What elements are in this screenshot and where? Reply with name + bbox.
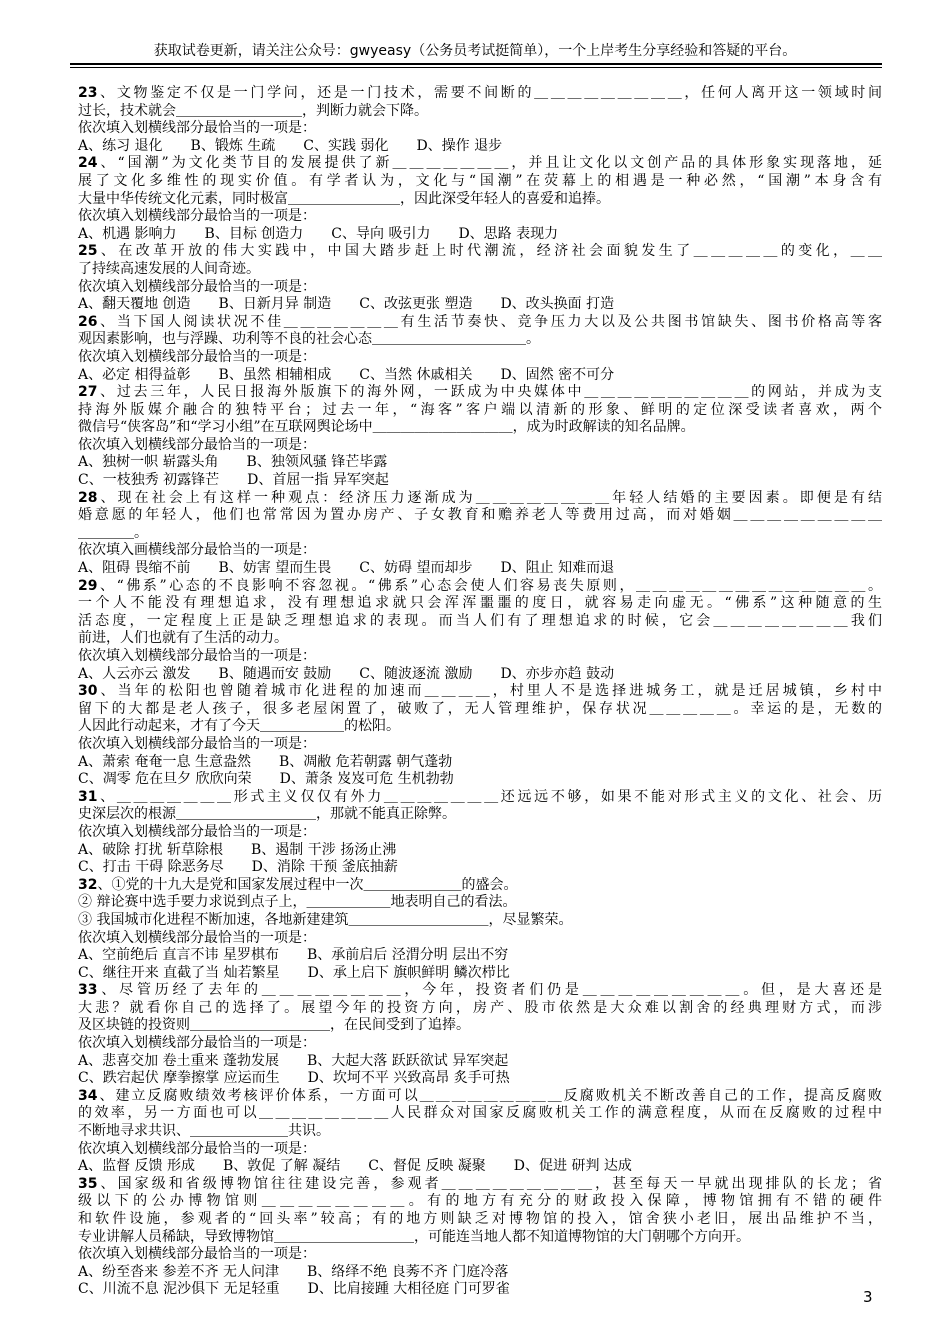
line-text: 的效率，另一方面也可以＿＿＿＿＿＿＿＿人民群众对国家反腐败机关工作的满意程度，从而在反腐败的过程中: [78, 1105, 882, 1122]
text-line: [78, 542, 882, 560]
text-line: [78, 331, 882, 349]
line-text: 和软件设施，参观者的“回头率”较高；有的地方则缺乏对博物馆的投入，馆舍狭小老旧，展出品维护不当，: [78, 1211, 882, 1227]
line-text: 依次填入划横线部分最恰当的一项是：: [78, 823, 316, 840]
line-text: 依次填入划横线部分最恰当的一项是：: [78, 278, 316, 295]
line-text: 、在改革开放的伟大实践中，中国大踏步赶上时代潮流，经济社会面貌发生了＿＿＿＿＿的变化，＿＿: [97, 243, 882, 260]
text-line: [78, 191, 882, 209]
line-text: 依次填入划横线部分最恰当的一项是：: [78, 436, 316, 453]
text-line: [78, 1211, 882, 1229]
text-line: [78, 718, 882, 736]
text-line: [78, 173, 882, 191]
page-header: 获取试卷更新，请关注公众号：gwyeasy（公务员考试挺简单），一个上岸考生分享经验和答疑的平台。: [153, 43, 797, 59]
question-number: 34: [78, 1087, 98, 1104]
question-26-line: [78, 314, 882, 332]
line-text: 依次填入划横线部分最恰当的一项是：: [78, 208, 316, 225]
line-text: A、悲喜交加 卷土重来 蓬勃发展 B、大起大落 跃跃欲试 异军突起: [78, 1052, 509, 1069]
text-line: [78, 138, 882, 156]
question-number: 33: [78, 982, 98, 999]
line-text: A、必定 相得益彰 B、虽然 相辅相成 C、当然 休戚相关 D、固然 密不可分: [78, 366, 615, 383]
line-text: 、过去三年，人民日报海外版旗下的海外网，一跃成为中央媒体中＿＿＿＿＿＿＿＿＿＿的网站，并成为支: [97, 384, 882, 401]
question-31-line: [78, 789, 882, 807]
text-line: [78, 1070, 882, 1088]
line-text: A、人云亦云 激发 B、随遇而安 鼓励 C、随波逐流 激励 D、亦步亦趋 鼓动: [78, 665, 615, 682]
line-text: 、①党的十九大是党和国家发展过程中一次＿＿＿＿＿＿＿的盛会。: [97, 876, 518, 893]
line-text: 、当下国人阅读状况不佳＿＿＿＿＿＿＿有生活节奏快、竞争压力大以及公共图书馆缺失、图书价格高等客: [97, 313, 882, 330]
text-line: [78, 226, 882, 244]
text-line: [78, 279, 882, 297]
text-line: [78, 525, 882, 543]
text-line: [78, 1017, 882, 1035]
question-number: 31: [78, 788, 98, 805]
line-text: 史深层次的根源＿＿＿＿＿＿＿＿＿＿，那就不能真正除弊。: [78, 806, 456, 823]
line-text: 不断地寻求共识、＿＿＿＿＿＿＿共识。: [78, 1123, 330, 1140]
line-text: 及区块链的投资则＿＿＿＿＿＿＿＿＿＿，在民间受到了追捧。: [78, 1017, 470, 1034]
text-line: [78, 454, 882, 472]
line-text: 、“佛系”心态的不良影响不容忽视。“佛系”心态会使人们容易丧失原则，＿＿＿＿＿＿＿＿＿＿＿＿＿＿。: [97, 577, 882, 594]
text-line: [78, 1035, 882, 1053]
text-line: [78, 1264, 882, 1282]
line-text: 依次填入划横线部分最恰当的一项是：: [78, 1035, 316, 1052]
question-number: 26: [78, 313, 98, 330]
line-text: C、跌宕起伏 摩拳擦掌 应运而生 D、坎坷不平 兴致高昂 炙手可热: [78, 1070, 510, 1087]
text-line: [78, 842, 882, 860]
question-35-line: [78, 1176, 882, 1194]
line-text: 一个人不能没有理想追求，没有理想追求就只会浑浑噩噩的度日，就容易走向虚无。“佛系”这种随意的生: [78, 595, 882, 612]
line-text: 、“国潮”为文化类节目的发展提供了新＿＿＿＿＿＿＿，并且让文化以文创产品的具体形象实现落地，延: [97, 155, 882, 172]
text-line: [78, 595, 882, 613]
text-line: [78, 507, 882, 525]
question-34-line: [78, 1088, 882, 1106]
text-line: [78, 402, 882, 420]
question-23-line: [78, 85, 882, 103]
text-line: [78, 1158, 882, 1176]
text-line: [78, 771, 882, 789]
line-text: C、打击 干碍 除恶务尽 D、消除 干预 釜底抽薪: [78, 859, 398, 876]
text-line: [78, 736, 882, 754]
line-text: A、机遇 影响力 B、目标 创造力 C、导向 吸引力 D、思路 表现力: [78, 225, 559, 242]
text-line: [78, 349, 882, 367]
question-number: 35: [78, 1175, 98, 1192]
header-divider-thin: [70, 67, 882, 68]
line-text: 依次填入划横线部分最恰当的一项是：: [78, 1246, 316, 1263]
text-line: [78, 437, 882, 455]
line-text: 前进，人们也就有了生活的动力。: [78, 630, 288, 647]
text-line: [78, 367, 882, 385]
question-number: 28: [78, 489, 98, 506]
line-text: 级以下的公办博物馆则＿＿＿＿＿＿＿＿。有的地方有充分的财政投入保障，博物馆拥有不错的硬件: [78, 1193, 882, 1210]
text-line: [78, 261, 882, 279]
text-line: [78, 1281, 882, 1299]
text-line: [78, 930, 882, 948]
question-number: 23: [78, 85, 98, 101]
line-text: 微信号“侠客岛”和“学习小组”在互联网舆论场中＿＿＿＿＿＿＿＿＿＿，成为时政解读的知名品牌。: [78, 419, 695, 436]
line-text: 、当年的松阳也曾随着城市化进程的加速而＿＿＿＿，村里人不是选择进城务工，就是迁居城镇，乡村中: [97, 683, 882, 700]
line-text: 大量中华传统文化元素，同时极富＿＿＿＿＿＿＿＿，因此深受年轻人的喜爱和追捧。: [78, 190, 610, 207]
line-text: A、翻天覆地 创造 B、日新月异 制造 C、改弦更张 塑造 D、改头换面 打造: [78, 296, 615, 313]
line-text: 依次填入划横线部分最恰当的一项是：: [78, 348, 316, 365]
line-text: C、继往开来 直截了当 灿若繁星 D、承上启下 旗帜鲜明 鳞次栉比: [78, 964, 510, 981]
text-line: [78, 1053, 882, 1071]
text-line: [78, 894, 882, 912]
line-text: 、建立反腐败绩效考核评价体系，一方面可以＿＿＿＿＿＿＿＿＿反腐败机关不断改善自己的工作，提高反腐败: [97, 1087, 882, 1104]
line-text: 依次填入划横线部分最恰当的一项是：: [78, 120, 316, 137]
line-text: 婚意愿的年轻人，他们也常常因为置办房产、子女教育和赡养老人等费用过高，而对婚姻＿＿＿＿＿＿＿＿＿: [78, 507, 882, 524]
line-text: 展了文化多维性的现实价值。有学者认为，文化与“国潮”在荧幕上的相遇是一种必然，“国潮”本身含有: [78, 172, 882, 189]
line-text: 过长，技术就会＿＿＿＿＿＿＿＿＿，判断力就会下降。: [78, 102, 428, 119]
text-line: [78, 1229, 882, 1247]
text-line: [78, 701, 882, 719]
line-text: 大悲？就看你自己的选择了。展望今年的投资方向，房产、股市依然是大众难以割舍的经典理财方式，而涉: [78, 999, 882, 1016]
text-line: [78, 560, 882, 578]
line-text: A、练习 退化 B、锻炼 生疏 C、实践 弱化 D、操作 退步: [78, 137, 503, 154]
question-number: 27: [78, 384, 98, 401]
line-text: A、纷至沓来 参差不齐 无人问津 B、络绎不绝 良莠不齐 门庭冷落: [78, 1263, 509, 1280]
line-text: A、空前绝后 直言不讳 星罗棋布 B、承前启后 泾渭分明 层出不穷: [78, 947, 509, 964]
text-line: [78, 296, 882, 314]
question-number: 25: [78, 243, 98, 260]
text-line: [78, 103, 882, 121]
question-33-line: [78, 982, 882, 1000]
text-line: [78, 965, 882, 983]
text-line: [78, 1141, 882, 1159]
line-text: ＿＿＿＿。: [78, 524, 148, 541]
text-line: [78, 630, 882, 648]
line-text: 依次填入画横线部分最恰当的一项是：: [78, 542, 316, 559]
line-text: 观因素影响，也与浮躁、功利等不良的社会心态＿＿＿＿＿＿＿＿＿＿＿。: [78, 331, 540, 348]
question-number: 29: [78, 577, 98, 594]
header-divider-thick: [70, 63, 882, 65]
line-text: 依次填入划横线部分最恰当的一项是：: [78, 735, 316, 752]
text-line: [78, 1105, 882, 1123]
text-line: [78, 208, 882, 226]
line-text: ② 辩论赛中选手要力求说到点子上，＿＿＿＿＿＿地表明自己的看法。: [78, 894, 517, 911]
line-text: C、川流不息 泥沙俱下 无足轻重 D、比肩接踵 大相径庭 门可罗雀: [78, 1281, 510, 1298]
text-line: [78, 472, 882, 490]
text-line: [78, 824, 882, 842]
line-text: 持海外版媒介融合的独特平台；过去一年，“海客”客户端以清新的形象、鲜明的定位深受读者喜欢，两个: [78, 401, 882, 418]
line-text: C、一枝独秀 初露锋芒 D、首屈一指 异军突起: [78, 472, 389, 489]
page-number: 3: [863, 1288, 873, 1306]
line-text: A、阻碍 畏缩不前 B、妨害 望而生畏 C、妨碍 望而却步 D、阻止 知难而退: [78, 560, 615, 577]
text-line: [78, 648, 882, 666]
text-line: [78, 120, 882, 138]
question-27-line: [78, 384, 882, 402]
line-text: 人因此行动起来，才有了今天＿＿＿＿＿＿的松阳。: [78, 718, 400, 735]
line-text: 、＿＿＿＿＿＿＿形式主义仅仅有外力＿＿＿＿＿＿＿还远远不够，如果不能对形式主义的文化、社会、历: [97, 788, 882, 805]
question-number: 24: [78, 155, 98, 172]
line-text: 、国家级和省级博物馆往往建设完善，参观者＿＿＿＿＿＿＿＿＿，甚至每天一早就出现排队的长龙；省: [97, 1175, 882, 1192]
line-text: 专业讲解人员稀缺，导致博物馆＿＿＿＿＿＿＿＿＿＿，可能连当地人都不知道博物馆的大门朝哪个方向开。: [78, 1228, 750, 1245]
question-32-line: [78, 877, 882, 895]
question-25-line: [78, 243, 882, 261]
text-line: [78, 1123, 882, 1141]
document-body: [78, 85, 882, 1299]
text-line: [78, 912, 882, 930]
text-line: [78, 1246, 882, 1264]
line-text: A、萧索 奄奄一息 生意盎然 B、凋敝 危若朝露 朝气蓬勃: [78, 753, 453, 770]
text-line: [78, 666, 882, 684]
text-line: [78, 754, 882, 772]
question-number: 30: [78, 683, 98, 700]
line-text: 了持续高速发展的人间奇迹。: [78, 260, 260, 277]
text-line: [78, 1193, 882, 1211]
question-30-line: [78, 683, 882, 701]
text-line: [78, 947, 882, 965]
line-text: 活态度，一定程度上正是缺乏理想追求的表现。而当人们有了理想追求的时候，它会＿＿＿＿＿＿＿＿我们: [78, 612, 882, 629]
text-line: [78, 613, 882, 631]
line-text: 、尽管历经了去年的＿＿＿＿＿＿＿＿，今年，投资者们仍是＿＿＿＿＿＿＿＿＿。但，是大喜还是: [97, 982, 882, 999]
question-29-line: [78, 578, 882, 596]
line-text: 依次填入划横线部分最恰当的一项是：: [78, 1140, 316, 1157]
question-28-line: [78, 490, 882, 508]
line-text: A、监督 反馈 形成 B、敦促 了解 凝结 C、督促 反映 凝聚 D、促进 研判 达成: [78, 1158, 632, 1175]
text-line: [78, 806, 882, 824]
line-text: A、破除 打扰 斩草除根 B、遏制 干涉 扬汤止沸: [78, 841, 397, 858]
line-text: C、凋零 危在旦夕 欣欣向荣 D、萧条 岌岌可危 生机勃勃: [78, 771, 454, 788]
line-text: 、现在社会上有这样一种观点：经济压力逐渐成为＿＿＿＿＿＿＿＿年轻人结婚的主要因素。即便是有结: [97, 489, 882, 506]
text-line: [78, 419, 882, 437]
line-text: 留下的大都是老人孩子，很多老屋闲置了，破败了，无人管理维护，保存状况＿＿＿＿＿。幸运的是，无数的: [78, 700, 882, 717]
line-text: ③ 我国城市化进程不断加速，各地新建建筑＿＿＿＿＿＿＿＿＿＿，尽显繁荣。: [78, 911, 573, 928]
line-text: A、独树一帜 崭露头角 B、独领风骚 锋芒毕露: [78, 454, 388, 471]
line-text: 、文物鉴定不仅是一门学问，还是一门技术，需要不间断的＿＿＿＿＿＿＿＿＿，任何人离开这一领域时间: [97, 85, 882, 101]
question-number: 32: [78, 876, 98, 893]
line-text: 依次填入划横线部分最恰当的一项是：: [78, 648, 316, 664]
text-line: [78, 1000, 882, 1018]
line-text: 依次填入划横线部分最恰当的一项是：: [78, 929, 316, 946]
question-24-line: [78, 155, 882, 173]
text-line: [78, 859, 882, 877]
